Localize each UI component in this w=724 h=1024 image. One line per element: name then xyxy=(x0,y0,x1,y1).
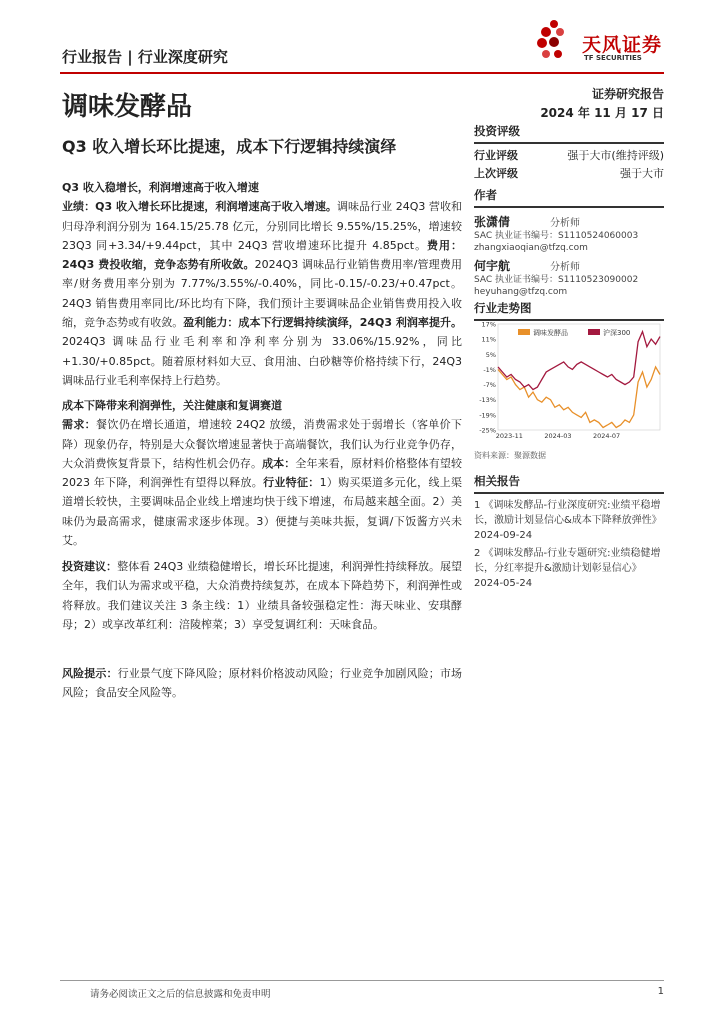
paragraph-text: 全年来看，原材料价格整体有望较 2023 年下降，利润弹性有望得以释放。 xyxy=(62,456,463,490)
y-tick-label: -13% xyxy=(479,396,496,405)
section-3 xyxy=(62,557,462,634)
y-tick-label: -7% xyxy=(483,381,496,390)
authors-divider xyxy=(474,206,664,208)
section-4 xyxy=(62,664,462,703)
authors-title: 作者 xyxy=(474,188,497,202)
author-role: 分析师 xyxy=(550,262,581,273)
lead-text: 风险提示： xyxy=(62,667,118,680)
rating-value: 强于大市(维持评级) xyxy=(567,149,664,162)
author-email[interactable]: heyuhang@tfzq.com xyxy=(474,287,568,297)
lead-text: 投资建议： xyxy=(62,560,118,573)
lead-text: 行业特征： xyxy=(263,476,320,490)
paragraph-text: 餐饮仍在增长通道，增速较 24Q2 放缓，消费需求处于弱增长（客单价下降）现象仍存，特别是大众餐饮增速显著快于高端餐饮，我们认为行业竞争仍存，大众消费恢复背景下，结构性机会仍存。 xyxy=(62,418,462,470)
rating-row-previous xyxy=(474,165,664,181)
author-cert: SAC 执业证书编号：S1110523090002 xyxy=(474,275,639,285)
legend-label: 沪深300 xyxy=(603,329,631,337)
page-number: 1 xyxy=(657,986,664,997)
report-type: 行业报告 | 行业深度研究 xyxy=(62,48,228,66)
author-name: 张潇倩 xyxy=(474,215,511,229)
logo-mark-icon xyxy=(530,18,578,66)
paragraph-performance xyxy=(62,197,462,390)
paragraph-investment xyxy=(62,557,462,634)
report-headline: Q3 收入增长环比提速，成本下行逻辑持续演绎 xyxy=(62,137,397,156)
trend-chart xyxy=(474,320,664,440)
author-name: 何宇航 xyxy=(474,259,511,273)
section-title: 成本下降带来利润弹性，关注健康和复调赛道 xyxy=(62,399,282,412)
paragraph-text: 2024Q3 调味品行业毛利率和净利率分别为 33.06%/15.92%，同比+1.30/+0.85pct。随着原材料如大豆、食用油、白砂糖等价格持续下行，24Q3 调味品行业毛利率保持上行趋势。 xyxy=(62,335,462,387)
brand-en: TF SECURITIES xyxy=(584,54,642,62)
related-report-2[interactable]: 2 《调味发酵品-行业专题研究:业绩稳健增长，分红率提升&激励计划彰显信心》 2024-05-24 xyxy=(474,548,661,589)
related-report-1[interactable]: 1 《调味发酵品-行业深度研究:业绩平稳增长，激励计划显信心&成本下降释放弹性》 2024-09-24 xyxy=(474,500,662,541)
y-tick-label: 5% xyxy=(485,350,496,359)
trend-title: 行业走势图 xyxy=(474,301,532,315)
series-line xyxy=(498,332,660,390)
section-title: Q3 收入稳增长，利润增速高于收入增速 xyxy=(62,181,259,194)
x-tick-label: 2024-03 xyxy=(544,432,572,440)
y-tick-label: -1% xyxy=(483,365,496,374)
y-tick-label: -19% xyxy=(479,411,496,420)
chart-frame xyxy=(498,324,660,430)
rating-divider xyxy=(474,142,664,144)
y-tick-label: 11% xyxy=(481,335,496,344)
section-2 xyxy=(62,396,462,550)
x-tick-label: 2024-07 xyxy=(592,432,621,440)
lead-text: 业绩：Q3 收入增长环比提速，利润增速高于收入增速。 xyxy=(62,200,337,214)
author-2 xyxy=(474,257,664,274)
y-tick-label: 17% xyxy=(481,320,496,329)
rating-row-industry xyxy=(474,147,664,163)
paragraph-text: 2024Q3 调味品行业销售费用率/管理费用率/财务费用率分别为 7.77%/3.55%/-0.40%，同比-0.15/-0.23/+0.47pct。24Q3 销售费用率同比/环比均有下降，我们预计主要调味品企业销售费用投入收缩，竞争态势或有收敛。 xyxy=(62,258,462,330)
footer-disclaimer: 请务必阅读正文之后的信息披露和免责申明 xyxy=(90,989,271,1000)
author-1 xyxy=(474,213,664,230)
sector-title: 调味发酵品 xyxy=(62,92,193,122)
rating-key: 上次评级 xyxy=(474,167,518,180)
paragraph-text: 调味品行业 24Q3 营收和归母净利润分别为 164.15/25.78 亿元，分别同比增长 9.55%/15.25%，增速较 23Q3 同+3.34/+9.44pct，其中 24Q3 营收增速环比提升 4.85pct。 xyxy=(62,200,462,252)
section-1 xyxy=(62,178,462,390)
rating-key: 行业评级 xyxy=(474,149,518,162)
rating-section xyxy=(474,123,664,181)
related-section xyxy=(474,473,664,591)
author-role: 分析师 xyxy=(550,218,581,229)
legend-swatch xyxy=(588,329,600,335)
rating-value: 强于大市 xyxy=(620,167,664,180)
footer-divider xyxy=(60,980,664,981)
related-divider xyxy=(474,492,664,494)
lead-text: 成本： xyxy=(262,456,296,470)
y-tick-label: -25% xyxy=(479,426,496,435)
related-title: 相关报告 xyxy=(474,474,520,488)
authors-section xyxy=(474,187,664,298)
trend-section xyxy=(474,300,664,321)
x-tick-label: 2023-11 xyxy=(495,432,523,440)
lead-text: 费用：24Q3 费投收缩，竞争态势有所收敛。 xyxy=(62,238,462,272)
legend-label: 调味发酵品 xyxy=(533,329,568,337)
paragraph-text: 整体看 24Q3 业绩稳健增长，增长环比提速，利润弹性持续释放。展望全年，我们认为需求或平稳，大众消费持续复苏，在成本下降趋势下，利润弹性或将释放。我们建议关注 3 条主线：1）业绩具备较强稳定性：海天味业、安琪酵母；2）或享改革红利：涪陵榨菜；3）享受复调红利：天味食品。 xyxy=(62,560,463,631)
paragraph-text: 1）购买渠道多元化，线上渠道增长较快，主要调味品企业线上增速均快于线下增速，布局越来越全面。2）美味仍为最高需求，健康需求逐步体现。3）便捷与美味共振，复调/下饭酱方兴未艾。 xyxy=(62,476,463,548)
author-email[interactable]: zhangxiaoqian@tfzq.com xyxy=(474,243,588,253)
report-label: 证券研究报告 xyxy=(591,87,664,101)
paragraph-text: 行业景气度下降风险；原材料价格波动风险；行业竞争加剧风险；市场风险；食品安全风险等。 xyxy=(62,667,463,700)
legend-swatch xyxy=(518,329,530,335)
report-date: 2024 年 11 月 17 日 xyxy=(540,106,664,120)
chart-source: 资料来源：聚源数据 xyxy=(474,451,546,460)
lead-text: 盈利能力：成本下行逻辑持续演绎，24Q3 利润率提升。 xyxy=(183,316,463,330)
lead-text: 需求： xyxy=(62,418,97,432)
header-divider xyxy=(60,72,664,74)
brand-name: 天风证券 xyxy=(582,34,663,56)
series-line xyxy=(498,367,660,428)
rating-title: 投资评级 xyxy=(474,124,520,138)
paragraph-risk xyxy=(62,664,462,703)
paragraph-demand xyxy=(62,415,462,550)
author-cert: SAC 执业证书编号：S1110524060003 xyxy=(474,231,639,241)
